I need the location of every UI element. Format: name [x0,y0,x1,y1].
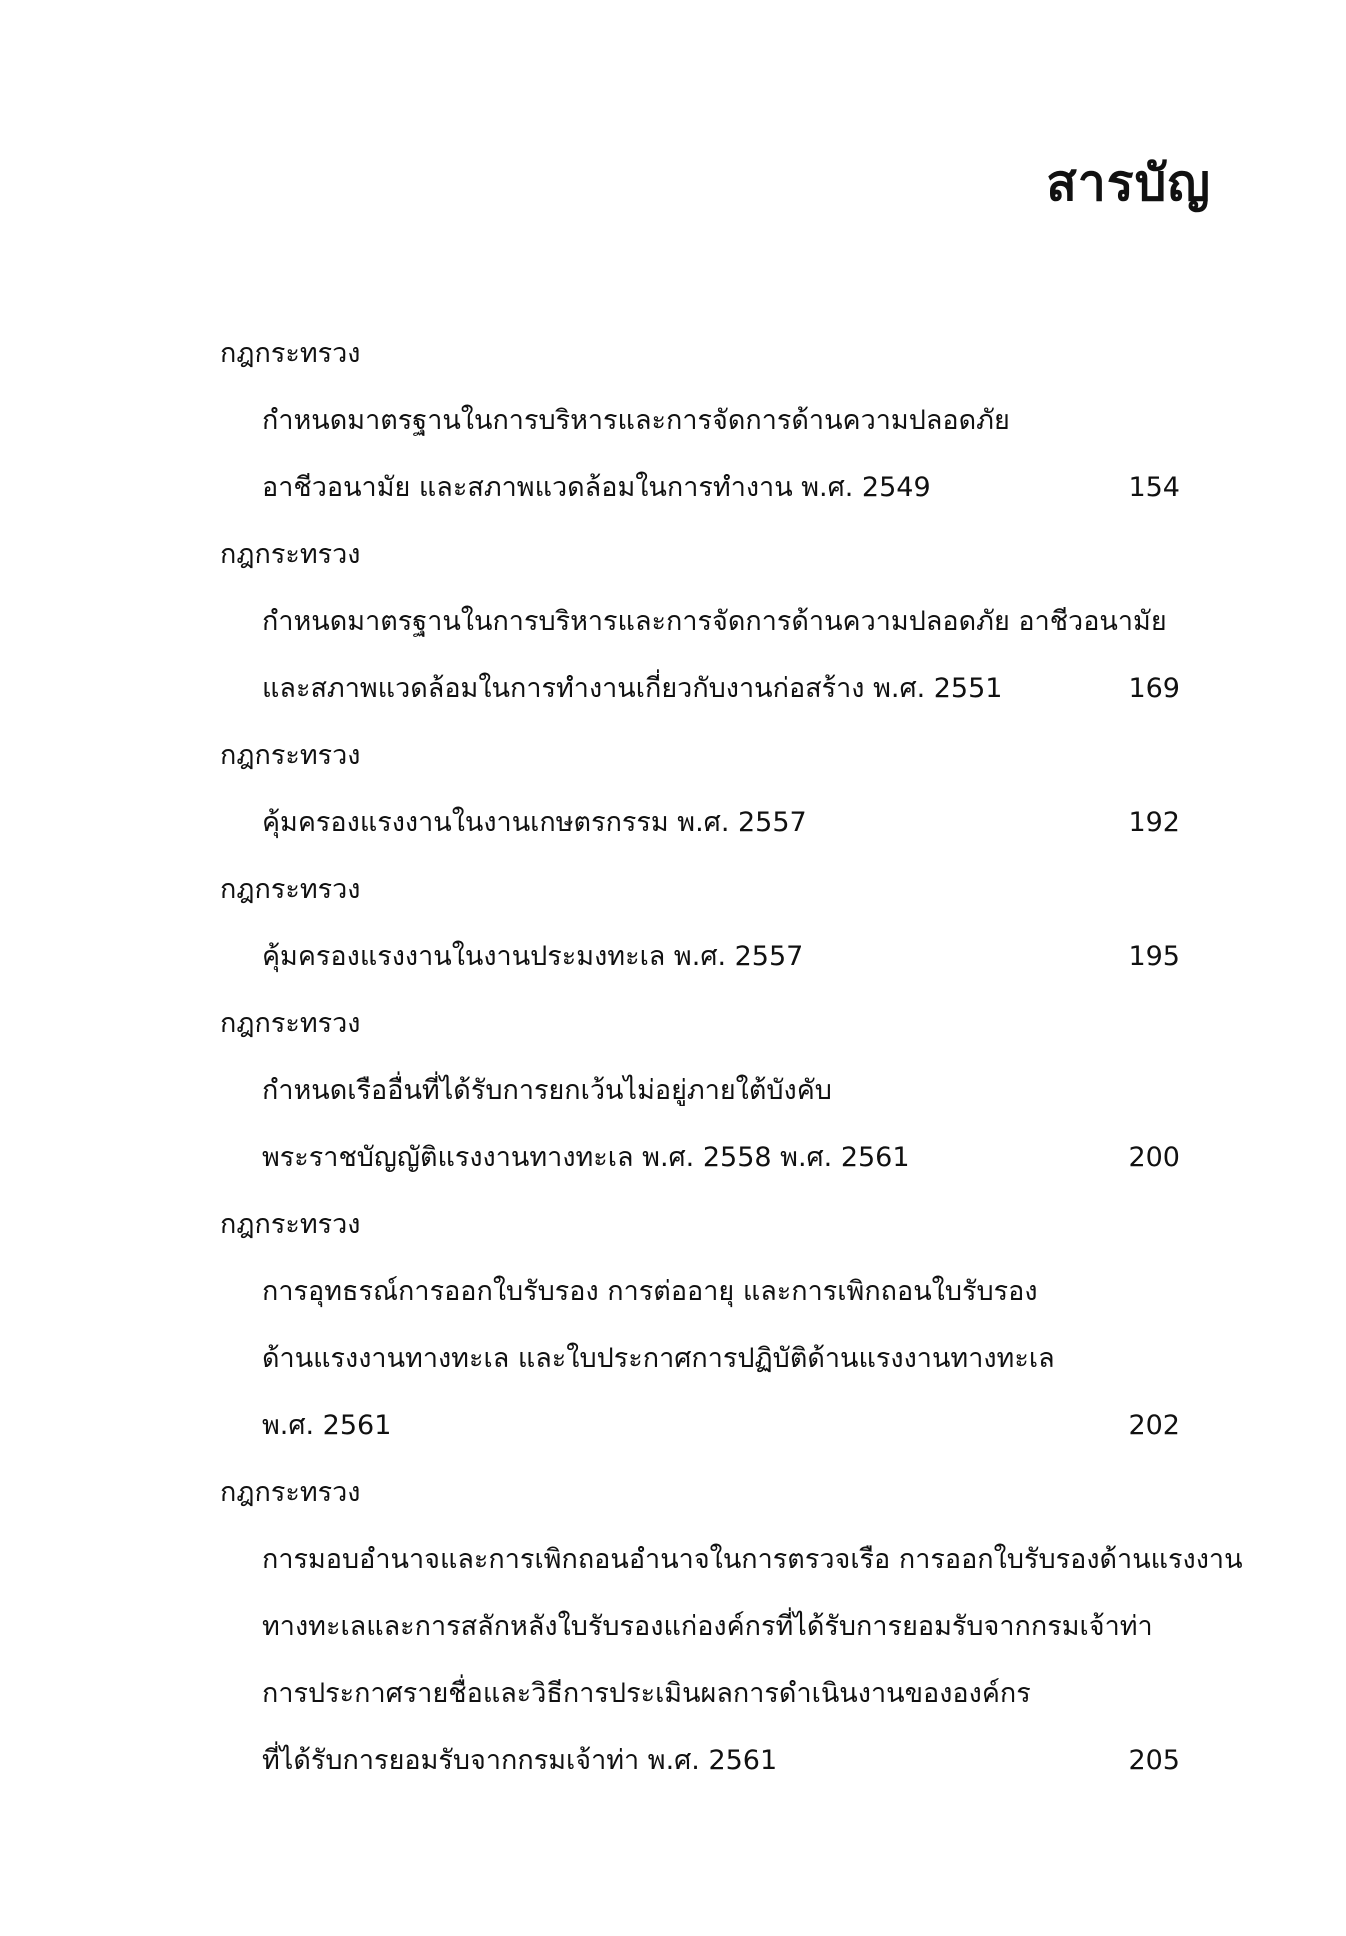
toc-entry [220,1191,1180,1459]
toc-entry-line [220,1593,1180,1660]
toc-entry-line [220,1526,1243,1593]
toc-entry-heading: กฎกระทรวง [220,740,361,771]
toc-entry-line [220,1258,1180,1325]
toc-entry-heading: กฎกระทรวง [220,539,361,570]
toc-entry [220,521,1180,722]
toc-entry-line [220,1057,1180,1124]
toc-entry [220,320,1180,521]
toc-page-number: 169 [1128,673,1180,704]
page-title: สารบัญ [1046,154,1211,212]
toc-entry-line [220,454,1180,521]
toc-entry-text: ทางทะเลและการสลักหลังใบรับรองแก่องค์กรที่ได้รับการยอมรับจากกรมเจ้าท่า [262,1611,1153,1642]
toc-page-number: 202 [1128,1410,1180,1441]
toc-entry-heading: กฎกระทรวง [220,874,361,905]
toc-entry-heading: กฎกระทรวง [220,1477,361,1508]
toc-entry [220,1459,1243,1794]
toc-page-number: 154 [1128,472,1180,503]
toc-entry-text: การอุทธรณ์การออกใบรับรอง การต่ออายุ และการเพิกถอนใบรับรอง [262,1276,1038,1307]
toc-entry-text: การประกาศรายชื่อและวิธีการประเมินผลการดำเนินงานขององค์กร [262,1678,1031,1709]
toc-entry-text: กำหนดมาตรฐานในการบริหารและการจัดการด้านความปลอดภัย อาชีวอนามัย [262,606,1167,637]
toc-page-number: 200 [1128,1142,1180,1173]
toc-entry-line [220,1124,1180,1191]
toc-entry-text: พ.ศ. 2561 [262,1410,392,1441]
toc-entry [220,856,1180,990]
table-of-contents [220,320,1243,1794]
toc-entry-text: ด้านแรงงานทางทะเล และใบประกาศการปฏิบัติด้านแรงงานทางทะเล [262,1343,1055,1374]
toc-entry-line [220,655,1180,722]
toc-entry-text: กำหนดเรืออื่นที่ได้รับการยกเว้นไม่อยู่ภายใต้บังคับ [262,1075,832,1106]
toc-entry-text: อาชีวอนามัย และสภาพแวดล้อมในการทำงาน พ.ศ. 2549 [262,472,931,503]
toc-entry-heading: กฎกระทรวง [220,1008,361,1039]
toc-entry-line [220,387,1180,454]
toc-entry-text: คุ้มครองแรงงานในงานประมงทะเล พ.ศ. 2557 [262,941,804,972]
toc-entry-text: พระราชบัญญัติแรงงานทางทะเล พ.ศ. 2558 พ.ศ. 2561 [262,1142,910,1173]
toc-entry [220,722,1180,856]
toc-page-number: 195 [1128,941,1180,972]
toc-entry-text: กำหนดมาตรฐานในการบริหารและการจัดการด้านความปลอดภัย [262,405,1010,436]
toc-entry-line [220,923,1180,990]
toc-entry-heading: กฎกระทรวง [220,1209,361,1240]
toc-page-number: 205 [1128,1745,1180,1776]
toc-entry-line [220,1325,1180,1392]
toc-entry-line [220,1727,1180,1794]
toc-entry-line [220,789,1180,856]
toc-entry-text: ที่ได้รับการยอมรับจากกรมเจ้าท่า พ.ศ. 2561 [262,1745,778,1776]
toc-entry-line [220,1660,1180,1727]
toc-entry-line [220,1392,1180,1459]
toc-entry-heading: กฎกระทรวง [220,338,361,369]
toc-entry-text: คุ้มครองแรงงานในงานเกษตรกรรม พ.ศ. 2557 [262,807,807,838]
toc-entry-line [220,588,1180,655]
toc-page-number: 192 [1128,807,1180,838]
toc-entry [220,990,1180,1191]
toc-entry-text: และสภาพแวดล้อมในการทำงานเกี่ยวกับงานก่อสร้าง พ.ศ. 2551 [262,673,1003,704]
toc-entry-text: การมอบอำนาจและการเพิกถอนอำนาจในการตรวจเรือ การออกใบรับรองด้านแรงงาน [262,1544,1243,1575]
